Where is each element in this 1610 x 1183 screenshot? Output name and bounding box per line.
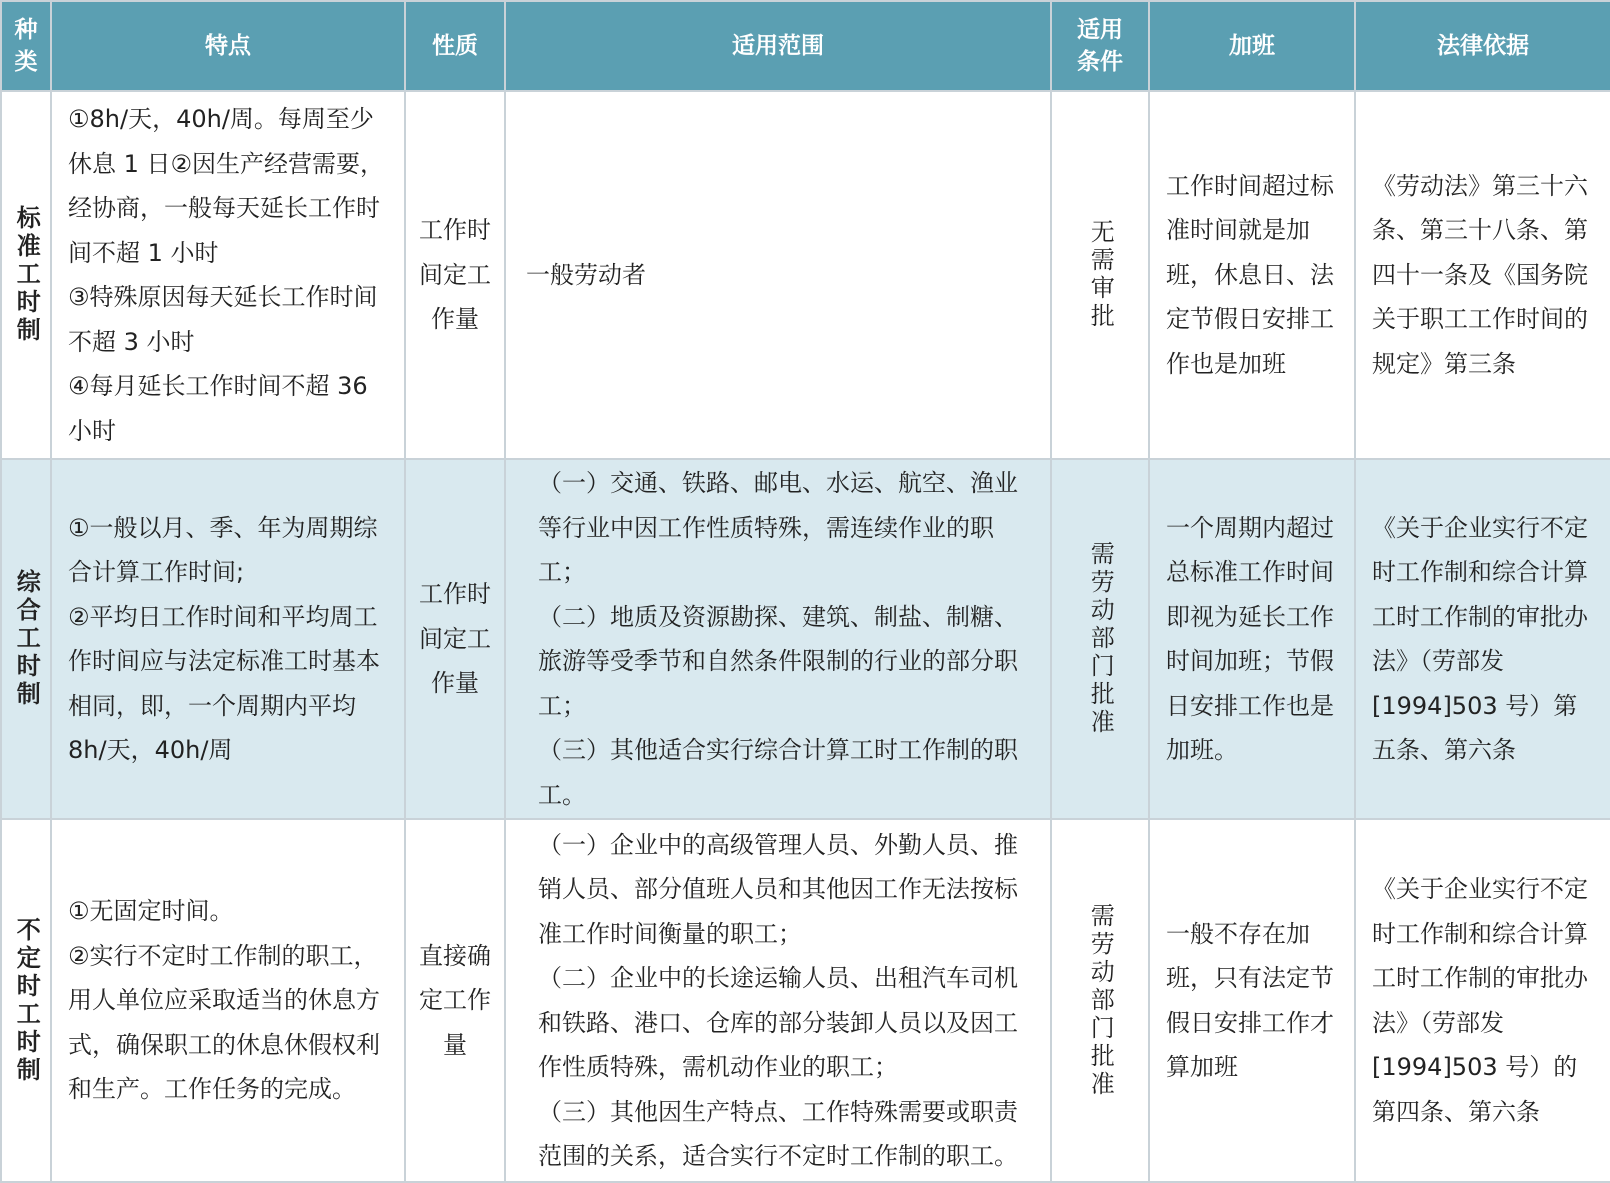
header-kind: 种类: [1, 1, 51, 91]
features-cell: [51, 459, 405, 819]
scope-line: 一般劳动者: [526, 260, 646, 289]
scope-line: （二）企业中的长途运输人员、出租汽车司机和铁路、港口、仓库的部分装卸人员以及因工作性质特殊，需机动作业的职工；: [538, 964, 1018, 1081]
nature-cell: 工作时间定工作量: [405, 91, 505, 459]
legal-cell: 《关于企业实行不定时工作制和综合计算工时工作制的审批办法》（劳部发[1994]503 号）第五条、第六条: [1355, 459, 1610, 819]
scope-line: （一）交通、铁路、邮电、水运、航空、渔业等行业中因工作性质特殊，需连续作业的职工；: [538, 469, 1018, 586]
header-scope: 适用范围: [505, 1, 1051, 91]
kind-cell: 标准工时制: [1, 91, 51, 459]
table-row: [1, 459, 1610, 819]
feature-line: ①8h/天，40h/周。每周至少休息 1 日②因生产经营需要，经协商，一般每天延长工作时间不超 1 小时: [68, 105, 385, 267]
overtime-cell: 一般不存在加班，只有法定节假日安排工作才算加班: [1149, 819, 1355, 1182]
kind-cell: 综合工时制: [1, 459, 51, 819]
header-nature: 性质: [405, 1, 505, 91]
feature-line: ③特殊原因每天延长工作时间不超 3 小时: [68, 283, 378, 356]
header-features: 特点: [51, 1, 405, 91]
condition-cell: 需劳动部门批准: [1051, 819, 1149, 1182]
features-cell: [51, 819, 405, 1182]
overtime-cell: 一个周期内超过总标准工作时间即视为延长工作时间加班；节假日安排工作也是加班。: [1149, 459, 1355, 819]
table-row: [1, 91, 1610, 459]
nature-cell: 直接确定工作量: [405, 819, 505, 1182]
scope-cell: [505, 819, 1051, 1182]
feature-line: ①一般以月、季、年为周期综合计算工作时间;: [68, 513, 378, 586]
feature-line: ①无固定时间。: [68, 897, 234, 926]
condition-cell: 需劳动部门批准: [1051, 459, 1149, 819]
header-overtime: 加班: [1149, 1, 1355, 91]
condition-cell: 无需审批: [1051, 91, 1149, 459]
legal-cell: 《劳动法》第三十六条、第三十八条、第四十一条及《国务院关于职工工作时间的规定》第三条: [1355, 91, 1610, 459]
scope-line: （二）地质及资源勘探、建筑、制盐、制糖、旅游等受季节和自然条件限制的行业的部分职工；: [538, 602, 1018, 720]
legal-cell: 《关于企业实行不定时工作制和综合计算工时工作制的审批办法》（劳部发[1994]503 号）的第四条、第六条: [1355, 819, 1610, 1182]
scope-line: （一）企业中的高级管理人员、外勤人员、推销人员、部分值班人员和其他因工作无法按标准工作时间衡量的职工；: [538, 830, 1018, 948]
scope-cell: [505, 91, 1051, 459]
scope-line: （三）其他适合实行综合计算工时工作制的职工。: [538, 736, 1018, 809]
scope-line: （三）其他因生产特点、工作特殊需要或职责范围的关系，适合实行不定时工作制的职工。: [538, 1097, 1018, 1170]
overtime-cell: 工作时间超过标准时间就是加班，休息日、法定节假日安排工作也是加班: [1149, 91, 1355, 459]
feature-line: ②实行不定时工作制的职工，用人单位应采取适当的休息方式，确保职工的休息休假权利和生产。工作任务的完成。: [68, 941, 380, 1104]
feature-line: ④每月延长工作时间不超 36 小时: [68, 372, 368, 445]
scope-cell: [505, 459, 1051, 819]
nature-cell: 工作时间定工作量: [405, 459, 505, 819]
header-condition: 适用条件: [1051, 1, 1149, 91]
feature-line: ②平均日工作时间和平均周工作时间应与法定标准工时基本相同，即，一个周期内平均 8h/天，40h/周: [68, 602, 380, 764]
table-row: [1, 819, 1610, 1182]
kind-cell: 不定时工时制: [1, 819, 51, 1182]
header-legal: 法律依据: [1355, 1, 1610, 91]
features-cell: [51, 91, 405, 459]
header-row: [1, 1, 1610, 91]
